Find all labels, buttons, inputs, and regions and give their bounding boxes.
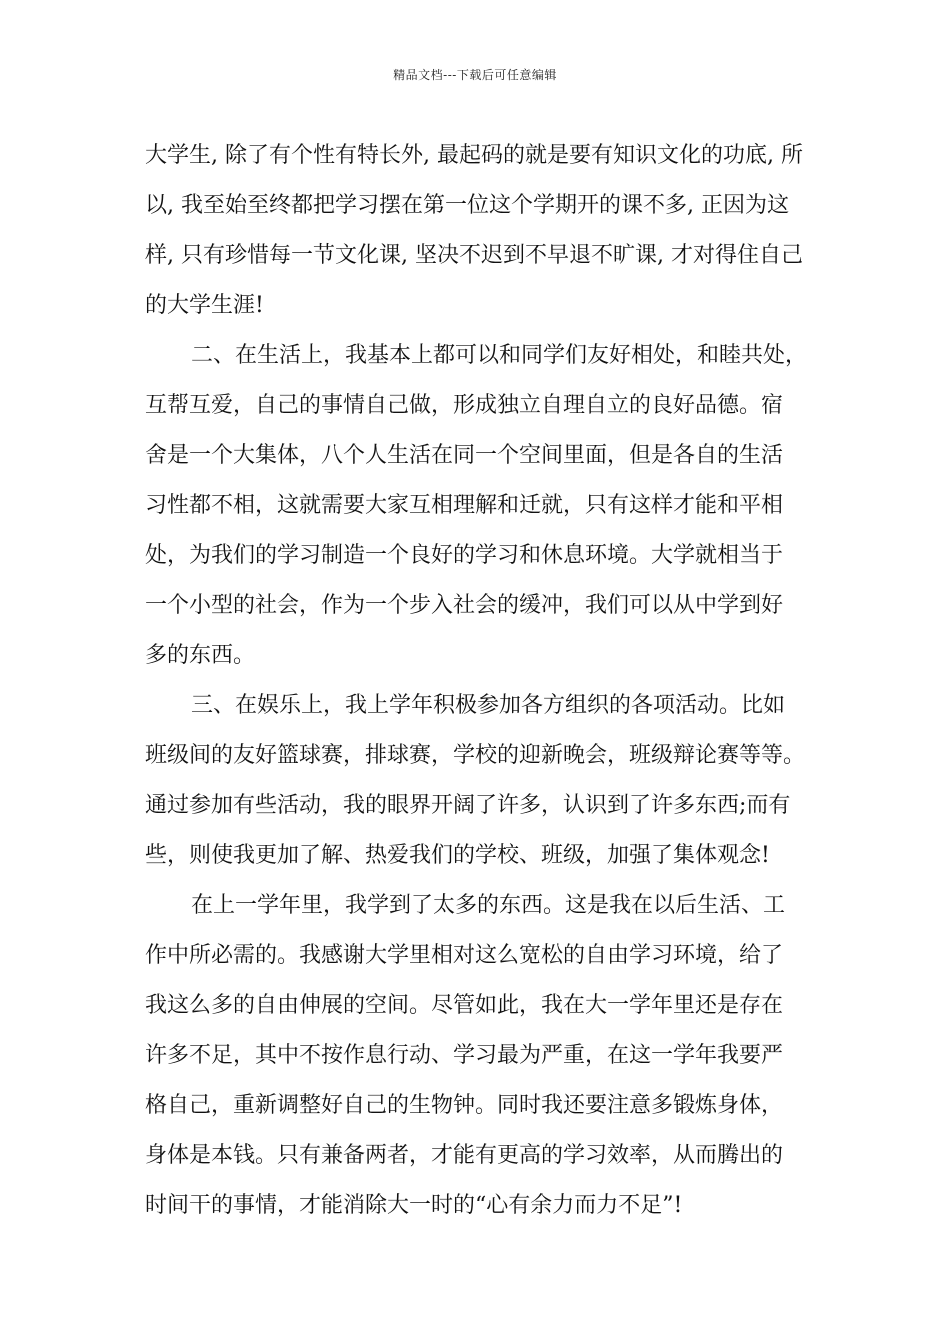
text-line: 的大学生涯! [145, 293, 264, 318]
text-line: 我这么多的自由伸展的空间。尽管如此，我在大一学年里还是存在 [145, 993, 784, 1018]
text-line: 大学生, 除了有个性有特长外, 最起码的就是要有知识文化的功底, 所 [145, 143, 803, 168]
text-line: 样, 只有珍惜每一节文化课, 坚决不迟到不早退不旷课, 才对得住自己 [145, 243, 803, 268]
text-line: 格自己，重新调整好自己的生物钟。同时我还要注意多锻炼身体， [145, 1093, 784, 1118]
text-line: 习性都不相，这就需要大家互相理解和迁就，只有这样才能和平相 [145, 493, 784, 518]
text-line: 多的东西。 [145, 643, 256, 668]
text-line: 一个小型的社会，作为一个步入社会的缓冲，我们可以从中学到好 [145, 593, 784, 618]
text-line: 身体是本钱。只有兼备两者，才能有更高的学习效率，从而腾出的 [145, 1143, 784, 1168]
text-line: 互帮互爱，自己的事情自己做，形成独立自理自立的良好品德。宿 [145, 393, 784, 418]
text-line: 以, 我至始至终都把学习摆在第一位这个学期开的课不多, 正因为这 [145, 193, 789, 218]
text-line: 班级间的友好篮球赛，排球赛，学校的迎新晚会，班级辩论赛等等。 [145, 743, 806, 768]
text-line: 在上一学年里，我学到了太多的东西。这是我在以后生活、工 [191, 893, 786, 918]
text-line: 许多不足，其中不按作息行动、学习最为严重，在这一学年我要严 [145, 1043, 784, 1068]
paragraph-2 [145, 331, 825, 681]
text-line: 通过参加有些活动，我的眼界开阔了许多，认识到了许多东西;而有 [145, 793, 791, 818]
text-line: 作中所必需的。我感谢大学里相对这么宽松的自由学习环境，给了 [145, 943, 784, 968]
text-line: 舍是一个大集体，八个人生活在同一个空间里面，但是各自的生活 [145, 443, 784, 468]
text-line: 时间干的事情，才能消除大一时的“心有余力而力不足”! [145, 1193, 683, 1218]
text-line: 三、在娱乐上，我上学年积极参加各方组织的各项活动。比如 [191, 693, 786, 718]
text-line: 二、在生活上，我基本上都可以和同学们友好相处，和睦共处， [191, 343, 808, 368]
text-line: 些，则使我更加了解、热爱我们的学校、班级，加强了集体观念! [145, 843, 770, 868]
paragraph-1 [145, 131, 825, 331]
paragraph-4 [145, 881, 825, 1231]
body-text [145, 131, 825, 1231]
text-line: 处，为我们的学习制造一个良好的学习和休息环境。大学就相当于 [145, 543, 784, 568]
paragraph-3 [145, 681, 825, 881]
page-header: 精品文档---下载后可任意编辑 [393, 68, 557, 82]
